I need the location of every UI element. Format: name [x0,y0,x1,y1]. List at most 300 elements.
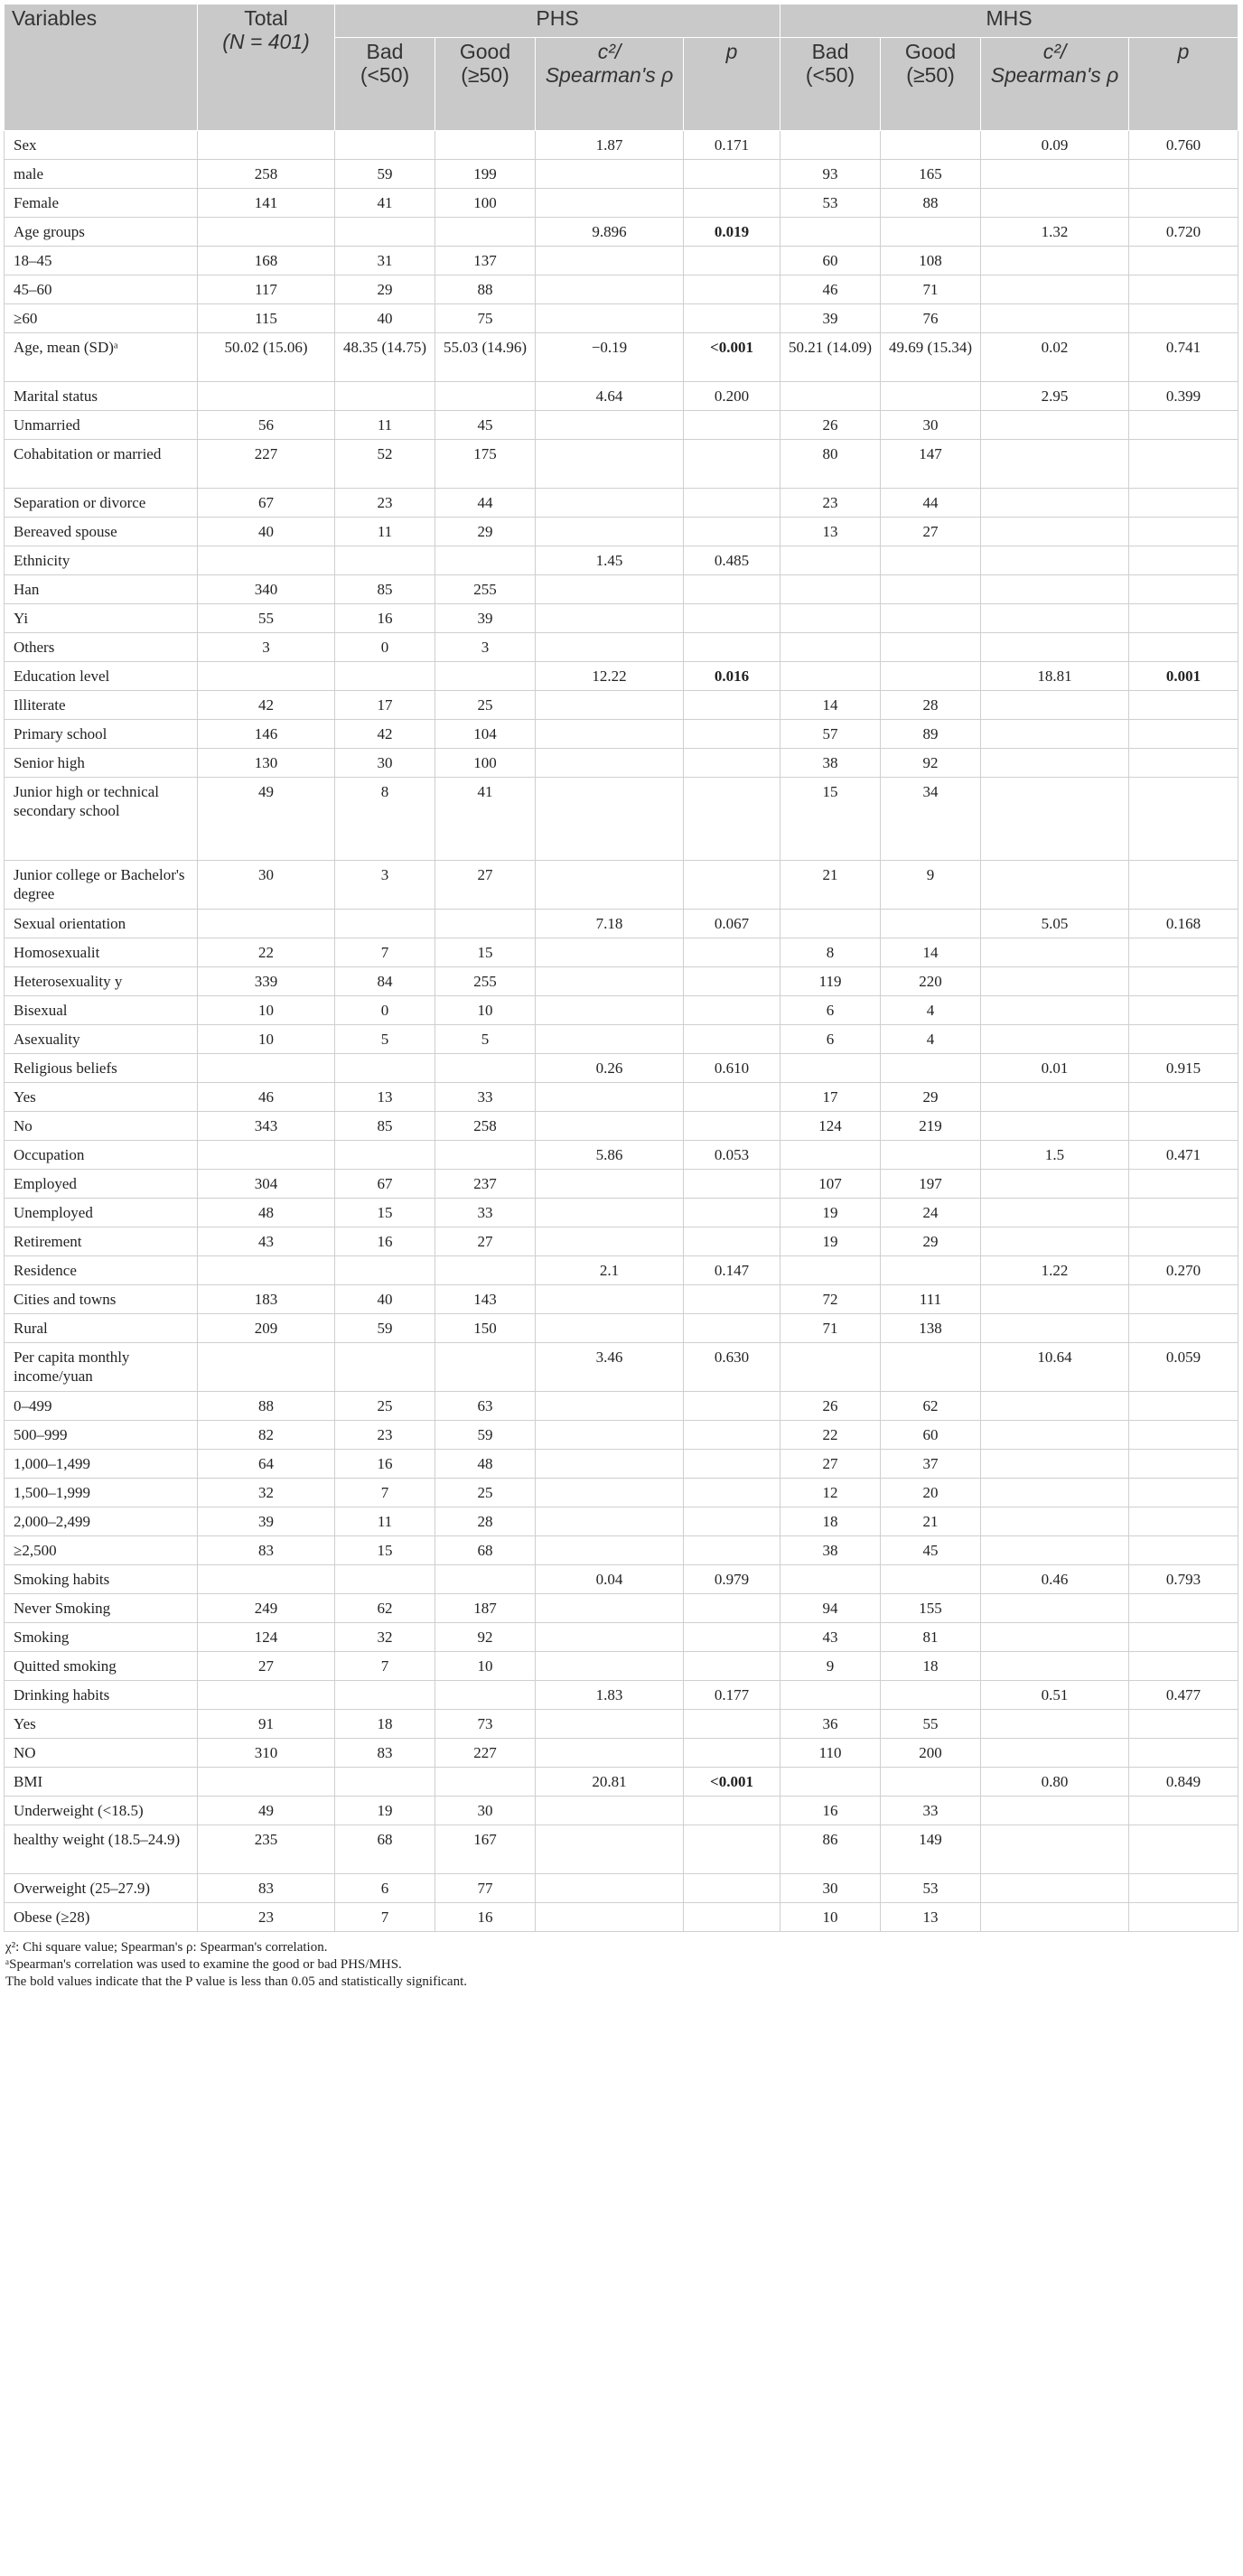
cell-phs-good: 15 [435,938,536,967]
cell-mhs-good: 20 [881,1479,981,1507]
cell-phs-p [684,633,780,662]
cell-var: Others [5,633,198,662]
cell-phs-stat [536,1739,684,1768]
table-row [5,546,1238,575]
header-phs-stat: c²/ Spearman's ρ [536,38,684,131]
cell-var: healthy weight (18.5–24.9) [5,1825,198,1874]
cell-phs-bad: 18 [335,1710,435,1739]
cell-total: 49 [198,778,335,861]
cell-var: Per capita monthly income/yuan [5,1343,198,1392]
cell-var: 45–60 [5,275,198,304]
cell-var: BMI [5,1768,198,1797]
cell-mhs-p [1129,247,1238,275]
cell-phs-stat [536,938,684,967]
table-row [5,1392,1238,1421]
header-mhs-bad-label: Bad [811,40,849,63]
header-phs-bad [335,38,435,131]
table-container [4,4,1238,1991]
table-row [5,967,1238,996]
cell-mhs-p: 0.001 [1129,662,1238,691]
cell-var: Cohabitation or married [5,440,198,489]
table-row [5,1507,1238,1536]
cell-phs-bad: 52 [335,440,435,489]
cell-var: Rural [5,1314,198,1343]
cell-phs-bad: 7 [335,1652,435,1681]
cell-mhs-stat [981,575,1129,604]
cell-phs-p [684,1170,780,1199]
table-row [5,938,1238,967]
cell-phs-good [435,910,536,938]
table-row [5,1025,1238,1054]
cell-phs-stat: 7.18 [536,910,684,938]
cell-mhs-p [1129,1392,1238,1421]
cell-phs-p [684,749,780,778]
cell-mhs-good: 21 [881,1507,981,1536]
cell-mhs-bad: 38 [780,1536,881,1565]
cell-mhs-good: 200 [881,1739,981,1768]
cell-phs-good: 137 [435,247,536,275]
header-total-line2: (N = 401) [222,30,310,53]
cell-mhs-stat [981,861,1129,910]
cell-mhs-bad: 17 [780,1083,881,1112]
cell-phs-p [684,189,780,218]
cell-var: Retirement [5,1227,198,1256]
cell-phs-bad: 68 [335,1825,435,1874]
cell-var: 1,500–1,999 [5,1479,198,1507]
cell-phs-stat: 9.896 [536,218,684,247]
cell-mhs-p: 0.760 [1129,131,1238,160]
cell-phs-p [684,996,780,1025]
cell-mhs-p [1129,604,1238,633]
cell-mhs-p [1129,1874,1238,1903]
cell-mhs-good [881,575,981,604]
cell-phs-good: 5 [435,1025,536,1054]
cell-mhs-stat: 0.51 [981,1681,1129,1710]
cell-mhs-stat [981,1594,1129,1623]
cell-mhs-good [881,1141,981,1170]
cell-mhs-p [1129,1797,1238,1825]
header-mhs-bad-sub: (<50) [805,63,855,87]
cell-mhs-p [1129,1083,1238,1112]
table-row [5,1652,1238,1681]
cell-mhs-bad [780,546,881,575]
cell-mhs-bad: 8 [780,938,881,967]
cell-phs-good: 150 [435,1314,536,1343]
cell-phs-good: 92 [435,1623,536,1652]
cell-mhs-good: 49.69 (15.34) [881,333,981,382]
cell-mhs-good: 149 [881,1825,981,1874]
table-row [5,1343,1238,1392]
cell-mhs-stat [981,1874,1129,1903]
cell-mhs-p: 0.741 [1129,333,1238,382]
cell-mhs-p [1129,160,1238,189]
table-row [5,304,1238,333]
cell-phs-bad: 16 [335,604,435,633]
table-row [5,861,1238,910]
cell-mhs-good: 29 [881,1083,981,1112]
cell-phs-p: 0.979 [684,1565,780,1594]
header-mhs-bad [780,38,881,131]
cell-phs-bad: 85 [335,1112,435,1141]
cell-phs-stat [536,575,684,604]
cell-var: Heterosexuality y [5,967,198,996]
footnote-3: The bold values indicate that the P value is less than 0.05 and statistically significant. [5,1974,467,1989]
cell-phs-bad: 42 [335,720,435,749]
cell-mhs-stat [981,1739,1129,1768]
cell-phs-bad: 84 [335,967,435,996]
cell-mhs-stat [981,633,1129,662]
cell-mhs-p [1129,1479,1238,1507]
cell-phs-p [684,275,780,304]
cell-mhs-p [1129,1285,1238,1314]
cell-mhs-stat: 0.46 [981,1565,1129,1594]
cell-mhs-p: 0.849 [1129,1768,1238,1797]
cell-mhs-bad [780,910,881,938]
cell-phs-bad: 5 [335,1025,435,1054]
cell-phs-good [435,382,536,411]
header-mhs-good-sub: (≥50) [906,63,955,87]
cell-phs-good: 100 [435,749,536,778]
cell-mhs-bad: 43 [780,1623,881,1652]
cell-phs-good [435,1141,536,1170]
cell-mhs-stat [981,1170,1129,1199]
cell-phs-stat [536,1392,684,1421]
cell-var: 1,000–1,499 [5,1450,198,1479]
cell-mhs-stat: 1.5 [981,1141,1129,1170]
cell-mhs-p [1129,1903,1238,1932]
cell-phs-stat [536,1536,684,1565]
cell-phs-p [684,1903,780,1932]
cell-mhs-good [881,1768,981,1797]
cell-phs-bad: 13 [335,1083,435,1112]
table-row [5,1421,1238,1450]
cell-phs-p [684,1874,780,1903]
cell-phs-p [684,861,780,910]
cell-mhs-good [881,910,981,938]
cell-mhs-p [1129,518,1238,546]
cell-mhs-good: 88 [881,189,981,218]
cell-phs-p [684,304,780,333]
cell-mhs-p [1129,1025,1238,1054]
cell-mhs-stat [981,440,1129,489]
cell-total: 49 [198,1797,335,1825]
cell-mhs-p [1129,304,1238,333]
cell-phs-bad: 48.35 (14.75) [335,333,435,382]
cell-phs-stat [536,749,684,778]
cell-mhs-stat: 5.05 [981,910,1129,938]
cell-mhs-p [1129,489,1238,518]
cell-mhs-bad: 19 [780,1227,881,1256]
cell-mhs-stat [981,160,1129,189]
cell-phs-p [684,1739,780,1768]
table-row [5,604,1238,633]
cell-phs-bad: 16 [335,1450,435,1479]
cell-var: Junior high or technical secondary school [5,778,198,861]
cell-phs-stat [536,1797,684,1825]
cell-phs-good [435,1054,536,1083]
cell-mhs-stat: 10.64 [981,1343,1129,1392]
cell-mhs-good: 28 [881,691,981,720]
cell-phs-bad [335,1141,435,1170]
cell-mhs-stat [981,1652,1129,1681]
cell-phs-p: 0.016 [684,662,780,691]
cell-mhs-stat [981,1227,1129,1256]
table-row [5,1797,1238,1825]
cell-phs-stat [536,1652,684,1681]
cell-phs-bad [335,1681,435,1710]
cell-phs-good: 255 [435,967,536,996]
cell-phs-stat: 1.45 [536,546,684,575]
cell-phs-stat: 20.81 [536,1768,684,1797]
table-row [5,382,1238,411]
table-row [5,1054,1238,1083]
cell-phs-stat [536,1874,684,1903]
table-row [5,131,1238,160]
cell-mhs-bad: 60 [780,247,881,275]
cell-phs-p [684,247,780,275]
cell-total: 32 [198,1479,335,1507]
cell-phs-stat [536,1623,684,1652]
cell-phs-stat [536,189,684,218]
cell-var: Yes [5,1710,198,1739]
table-row [5,1710,1238,1739]
cell-phs-stat [536,1025,684,1054]
cell-mhs-good [881,218,981,247]
cell-var: Homosexualit [5,938,198,967]
cell-mhs-good: 76 [881,304,981,333]
cell-phs-stat: 0.04 [536,1565,684,1594]
cell-mhs-bad: 53 [780,189,881,218]
cell-mhs-stat [981,275,1129,304]
cell-mhs-good: 55 [881,1710,981,1739]
table-row [5,1141,1238,1170]
cell-mhs-good: 30 [881,411,981,440]
cell-mhs-good: 24 [881,1199,981,1227]
cell-phs-bad: 15 [335,1199,435,1227]
cell-mhs-p [1129,633,1238,662]
table-row [5,440,1238,489]
cell-var: Drinking habits [5,1681,198,1710]
cell-phs-good: 10 [435,996,536,1025]
cell-phs-bad: 16 [335,1227,435,1256]
cell-total: 115 [198,304,335,333]
cell-mhs-stat [981,691,1129,720]
cell-mhs-p [1129,996,1238,1025]
cell-mhs-good: 111 [881,1285,981,1314]
cell-mhs-stat [981,1112,1129,1141]
cell-phs-bad: 59 [335,1314,435,1343]
cell-phs-bad: 62 [335,1594,435,1623]
table-row [5,1594,1238,1623]
cell-mhs-p [1129,1450,1238,1479]
table-row [5,411,1238,440]
cell-mhs-stat [981,749,1129,778]
cell-mhs-stat [981,967,1129,996]
cell-mhs-good: 29 [881,1227,981,1256]
cell-phs-p [684,1227,780,1256]
cell-mhs-bad [780,604,881,633]
table-row [5,1536,1238,1565]
cell-mhs-good: 81 [881,1623,981,1652]
cell-phs-bad: 11 [335,411,435,440]
cell-var: 0–499 [5,1392,198,1421]
cell-mhs-good [881,1054,981,1083]
cell-mhs-stat [981,247,1129,275]
cell-phs-bad: 23 [335,489,435,518]
cell-var: Marital status [5,382,198,411]
cell-total [198,382,335,411]
cell-phs-good [435,131,536,160]
cell-phs-bad: 59 [335,160,435,189]
cell-mhs-good: 44 [881,489,981,518]
cell-phs-bad: 3 [335,861,435,910]
cell-phs-good: 175 [435,440,536,489]
cell-phs-p [684,1421,780,1450]
cell-phs-bad: 85 [335,575,435,604]
cell-phs-bad: 19 [335,1797,435,1825]
cell-mhs-p: 0.477 [1129,1681,1238,1710]
table-row [5,1227,1238,1256]
cell-mhs-p [1129,275,1238,304]
cell-phs-p: 0.485 [684,546,780,575]
cell-phs-stat [536,604,684,633]
table-row [5,633,1238,662]
cell-mhs-stat [981,1199,1129,1227]
cell-mhs-good: 4 [881,996,981,1025]
cell-phs-good: 63 [435,1392,536,1421]
cell-phs-stat [536,489,684,518]
cell-mhs-bad: 124 [780,1112,881,1141]
cell-total [198,1141,335,1170]
cell-total: 23 [198,1903,335,1932]
cell-total: 168 [198,247,335,275]
cell-var: Female [5,189,198,218]
cell-mhs-good: 53 [881,1874,981,1903]
cell-phs-stat [536,160,684,189]
cell-mhs-bad: 19 [780,1199,881,1227]
cell-phs-stat [536,720,684,749]
table-row [5,1199,1238,1227]
cell-phs-bad [335,382,435,411]
cell-phs-p [684,1199,780,1227]
cell-mhs-stat [981,1903,1129,1932]
cell-mhs-good: 138 [881,1314,981,1343]
cell-phs-good: 30 [435,1797,536,1825]
cell-total: 42 [198,691,335,720]
cell-phs-good [435,546,536,575]
cell-phs-p: 0.630 [684,1343,780,1392]
cell-phs-p [684,575,780,604]
header-phs: PHS [335,5,780,38]
cell-phs-good: 75 [435,304,536,333]
cell-mhs-bad: 50.21 (14.09) [780,333,881,382]
table-row [5,720,1238,749]
cell-mhs-bad: 22 [780,1421,881,1450]
cell-phs-good: 199 [435,160,536,189]
table-row [5,1768,1238,1797]
cell-total: 27 [198,1652,335,1681]
cell-mhs-stat [981,1285,1129,1314]
cell-total: 343 [198,1112,335,1141]
cell-mhs-bad: 30 [780,1874,881,1903]
cell-var: 18–45 [5,247,198,275]
table-row [5,1874,1238,1903]
cell-phs-good: 28 [435,1507,536,1536]
cell-phs-good: 33 [435,1199,536,1227]
cell-phs-good: 68 [435,1536,536,1565]
cell-total: 43 [198,1227,335,1256]
table-row [5,1450,1238,1479]
cell-mhs-stat [981,604,1129,633]
cell-mhs-bad: 39 [780,304,881,333]
cell-mhs-bad: 26 [780,1392,881,1421]
cell-mhs-p [1129,778,1238,861]
table-row [5,749,1238,778]
cell-var: male [5,160,198,189]
cell-total: 22 [198,938,335,967]
cell-mhs-bad [780,633,881,662]
cell-mhs-good [881,1343,981,1392]
cell-mhs-p [1129,1825,1238,1874]
header-phs-good [435,38,536,131]
cell-mhs-stat [981,1536,1129,1565]
cell-var: Unemployed [5,1199,198,1227]
cell-mhs-p: 0.471 [1129,1141,1238,1170]
header-phs-p: p [684,38,780,131]
cell-phs-stat: −0.19 [536,333,684,382]
cell-phs-stat [536,1170,684,1199]
cell-mhs-stat: 1.22 [981,1256,1129,1285]
cell-mhs-bad: 27 [780,1450,881,1479]
cell-var: Overweight (25–27.9) [5,1874,198,1903]
cell-mhs-bad: 71 [780,1314,881,1343]
header-phs-bad-sub: (<50) [360,63,410,87]
cell-phs-stat [536,304,684,333]
table-row [5,1681,1238,1710]
cell-mhs-p [1129,691,1238,720]
cell-phs-stat [536,411,684,440]
cell-total: 227 [198,440,335,489]
footnote-2: ᵃSpearman's correlation was used to examine the good or bad PHS/MHS. [5,1957,402,1972]
cell-phs-bad: 32 [335,1623,435,1652]
cell-mhs-stat [981,1392,1129,1421]
cell-mhs-good: 220 [881,967,981,996]
cell-mhs-bad: 13 [780,518,881,546]
cell-mhs-p [1129,938,1238,967]
cell-mhs-bad: 38 [780,749,881,778]
cell-phs-stat [536,1450,684,1479]
cell-total: 235 [198,1825,335,1874]
table-row [5,160,1238,189]
cell-phs-p [684,411,780,440]
cell-mhs-bad: 107 [780,1170,881,1199]
cell-mhs-good: 71 [881,275,981,304]
cell-phs-stat [536,275,684,304]
table-row [5,489,1238,518]
cell-mhs-bad [780,1256,881,1285]
cell-phs-stat: 0.26 [536,1054,684,1083]
cell-mhs-bad [780,218,881,247]
cell-total: 83 [198,1874,335,1903]
table-row [5,1623,1238,1652]
cell-mhs-bad: 119 [780,967,881,996]
cell-total: 146 [198,720,335,749]
cell-phs-stat [536,440,684,489]
cell-phs-bad [335,218,435,247]
cell-phs-bad: 40 [335,304,435,333]
cell-mhs-good: 89 [881,720,981,749]
cell-mhs-stat [981,1623,1129,1652]
